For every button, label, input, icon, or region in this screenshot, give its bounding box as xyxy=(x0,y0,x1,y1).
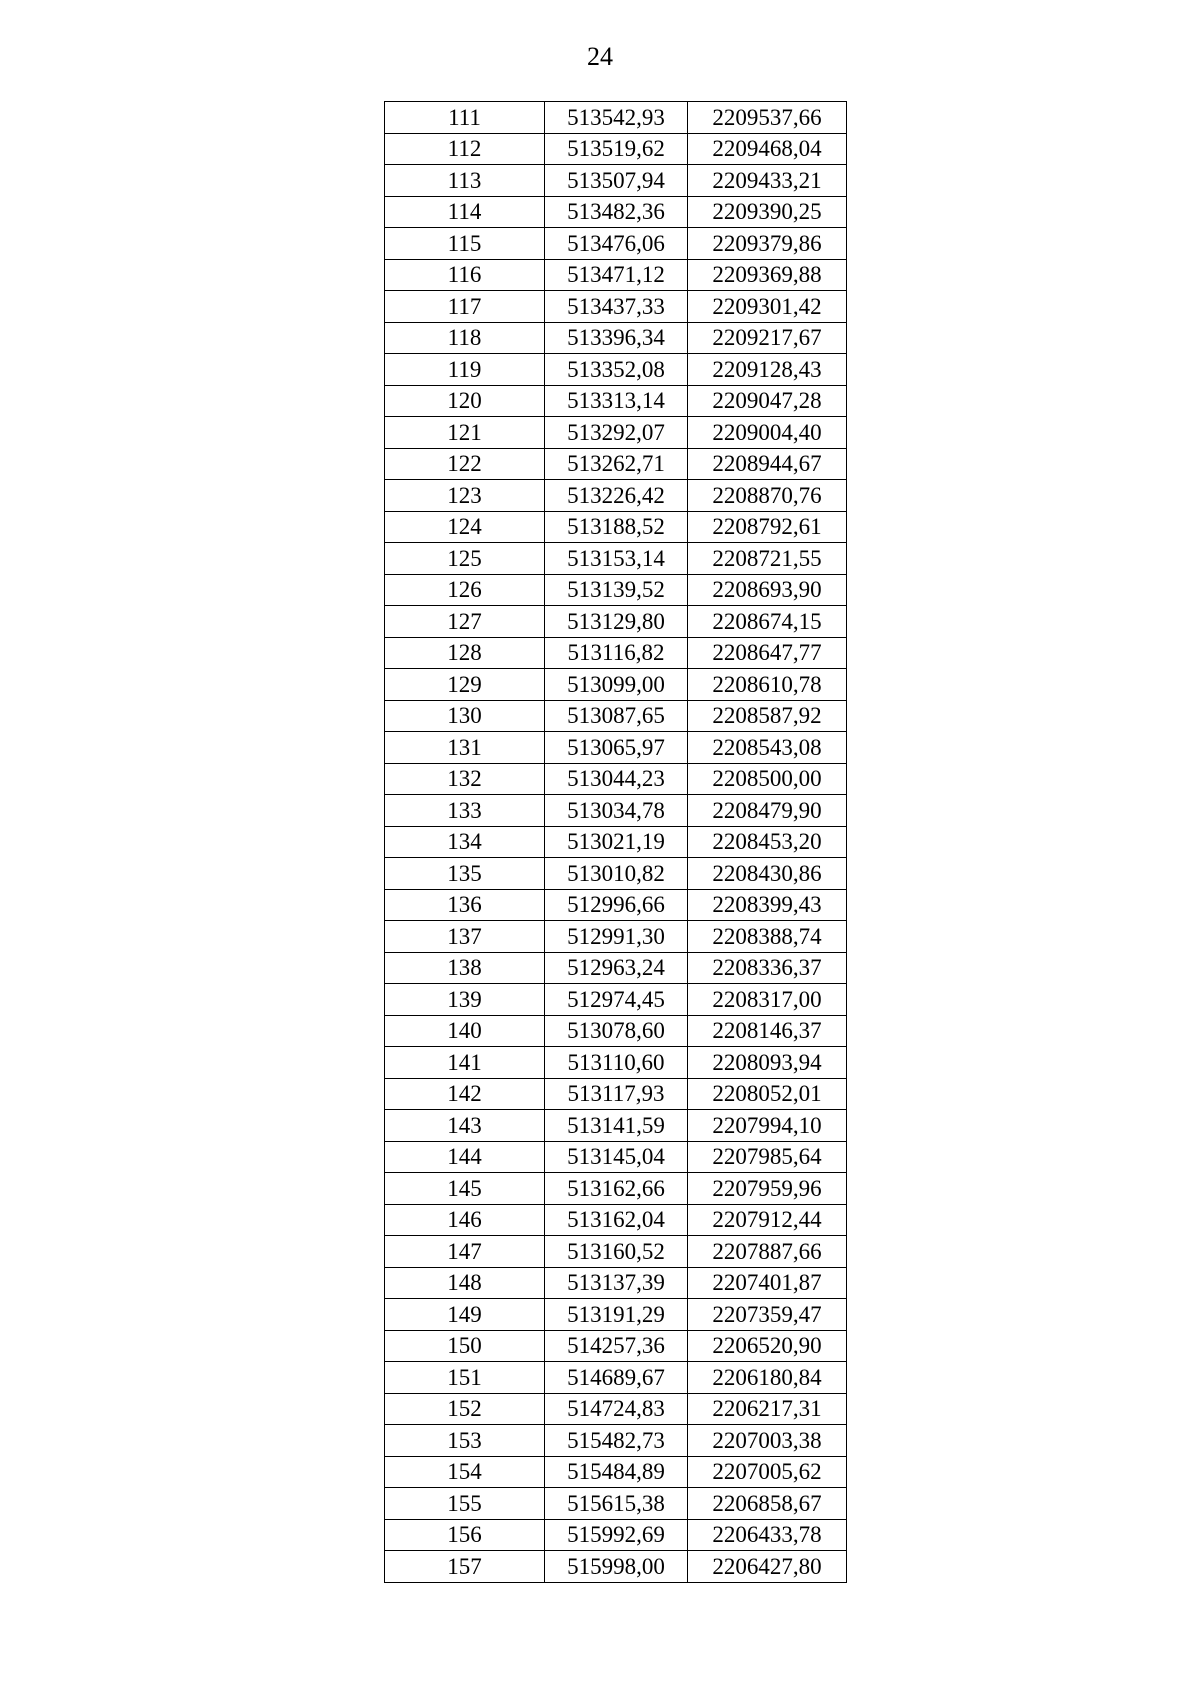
table-row xyxy=(385,1204,847,1236)
y-coordinate-cell: 2208792,61 xyxy=(688,511,847,543)
page-number: 24 xyxy=(587,42,613,71)
point-number-cell: 126 xyxy=(385,574,545,606)
x-coordinate-cell: 513476,06 xyxy=(545,228,688,260)
table-row xyxy=(385,259,847,291)
x-coordinate-cell: 513141,59 xyxy=(545,1110,688,1142)
table-row xyxy=(385,889,847,921)
table-row xyxy=(385,385,847,417)
point-number-cell: 121 xyxy=(385,417,545,449)
x-coordinate-cell: 513078,60 xyxy=(545,1015,688,1047)
y-coordinate-cell: 2208399,43 xyxy=(688,889,847,921)
table-row xyxy=(385,763,847,795)
x-coordinate-cell: 514257,36 xyxy=(545,1330,688,1362)
point-number-cell: 124 xyxy=(385,511,545,543)
point-number-cell: 157 xyxy=(385,1551,545,1583)
point-number-cell: 125 xyxy=(385,543,545,575)
point-number-cell: 131 xyxy=(385,732,545,764)
table-row xyxy=(385,1236,847,1268)
point-number-cell: 133 xyxy=(385,795,545,827)
y-coordinate-cell: 2206217,31 xyxy=(688,1393,847,1425)
y-coordinate-cell: 2208453,20 xyxy=(688,826,847,858)
table-row xyxy=(385,543,847,575)
x-coordinate-cell: 513191,29 xyxy=(545,1299,688,1331)
point-number-cell: 152 xyxy=(385,1393,545,1425)
table-row xyxy=(385,1456,847,1488)
x-coordinate-cell: 515998,00 xyxy=(545,1551,688,1583)
table-row xyxy=(385,1015,847,1047)
y-coordinate-cell: 2206433,78 xyxy=(688,1519,847,1551)
x-coordinate-cell: 513137,39 xyxy=(545,1267,688,1299)
point-number-cell: 137 xyxy=(385,921,545,953)
y-coordinate-cell: 2207003,38 xyxy=(688,1425,847,1457)
point-number-cell: 127 xyxy=(385,606,545,638)
point-number-cell: 141 xyxy=(385,1047,545,1079)
point-number-cell: 135 xyxy=(385,858,545,890)
table-row xyxy=(385,133,847,165)
table-row xyxy=(385,1425,847,1457)
y-coordinate-cell: 2208870,76 xyxy=(688,480,847,512)
y-coordinate-cell: 2208543,08 xyxy=(688,732,847,764)
point-number-cell: 155 xyxy=(385,1488,545,1520)
y-coordinate-cell: 2207912,44 xyxy=(688,1204,847,1236)
table-row xyxy=(385,480,847,512)
table-row xyxy=(385,952,847,984)
x-coordinate-cell: 513162,66 xyxy=(545,1173,688,1205)
y-coordinate-cell: 2207887,66 xyxy=(688,1236,847,1268)
x-coordinate-cell: 513145,04 xyxy=(545,1141,688,1173)
y-coordinate-cell: 2208479,90 xyxy=(688,795,847,827)
x-coordinate-cell: 513065,97 xyxy=(545,732,688,764)
point-number-cell: 147 xyxy=(385,1236,545,1268)
point-number-cell: 122 xyxy=(385,448,545,480)
y-coordinate-cell: 2207985,64 xyxy=(688,1141,847,1173)
y-coordinate-cell: 2209433,21 xyxy=(688,165,847,197)
table-row xyxy=(385,858,847,890)
y-coordinate-cell: 2209390,25 xyxy=(688,196,847,228)
y-coordinate-cell: 2208587,92 xyxy=(688,700,847,732)
table-row xyxy=(385,826,847,858)
table-row xyxy=(385,1299,847,1331)
y-coordinate-cell: 2209217,67 xyxy=(688,322,847,354)
x-coordinate-cell: 513110,60 xyxy=(545,1047,688,1079)
table-row xyxy=(385,291,847,323)
point-number-cell: 114 xyxy=(385,196,545,228)
x-coordinate-cell: 512963,24 xyxy=(545,952,688,984)
y-coordinate-cell: 2209004,40 xyxy=(688,417,847,449)
x-coordinate-cell: 513519,62 xyxy=(545,133,688,165)
y-coordinate-cell: 2208146,37 xyxy=(688,1015,847,1047)
table-row xyxy=(385,165,847,197)
point-number-cell: 113 xyxy=(385,165,545,197)
x-coordinate-cell: 513507,94 xyxy=(545,165,688,197)
y-coordinate-cell: 2209047,28 xyxy=(688,385,847,417)
table-row xyxy=(385,354,847,386)
y-coordinate-cell: 2206180,84 xyxy=(688,1362,847,1394)
x-coordinate-cell: 513188,52 xyxy=(545,511,688,543)
x-coordinate-cell: 513542,93 xyxy=(545,102,688,134)
x-coordinate-cell: 513153,14 xyxy=(545,543,688,575)
x-coordinate-cell: 513139,52 xyxy=(545,574,688,606)
y-coordinate-cell: 2208388,74 xyxy=(688,921,847,953)
y-coordinate-cell: 2209468,04 xyxy=(688,133,847,165)
coordinates-table-body xyxy=(385,102,847,1583)
x-coordinate-cell: 513044,23 xyxy=(545,763,688,795)
x-coordinate-cell: 514689,67 xyxy=(545,1362,688,1394)
table-row xyxy=(385,1330,847,1362)
table-row xyxy=(385,228,847,260)
x-coordinate-cell: 513116,82 xyxy=(545,637,688,669)
point-number-cell: 151 xyxy=(385,1362,545,1394)
y-coordinate-cell: 2208674,15 xyxy=(688,606,847,638)
table-row xyxy=(385,1393,847,1425)
x-coordinate-cell: 513162,04 xyxy=(545,1204,688,1236)
y-coordinate-cell: 2207005,62 xyxy=(688,1456,847,1488)
table-row xyxy=(385,1551,847,1583)
y-coordinate-cell: 2207359,47 xyxy=(688,1299,847,1331)
point-number-cell: 153 xyxy=(385,1425,545,1457)
x-coordinate-cell: 513396,34 xyxy=(545,322,688,354)
point-number-cell: 112 xyxy=(385,133,545,165)
point-number-cell: 146 xyxy=(385,1204,545,1236)
x-coordinate-cell: 513087,65 xyxy=(545,700,688,732)
point-number-cell: 119 xyxy=(385,354,545,386)
table-row xyxy=(385,574,847,606)
table-row xyxy=(385,795,847,827)
table-row xyxy=(385,102,847,134)
x-coordinate-cell: 513482,36 xyxy=(545,196,688,228)
x-coordinate-cell: 513352,08 xyxy=(545,354,688,386)
y-coordinate-cell: 2208647,77 xyxy=(688,637,847,669)
table-row xyxy=(385,669,847,701)
table-row xyxy=(385,1267,847,1299)
table-row xyxy=(385,1141,847,1173)
point-number-cell: 136 xyxy=(385,889,545,921)
y-coordinate-cell: 2209128,43 xyxy=(688,354,847,386)
table-row xyxy=(385,1110,847,1142)
y-coordinate-cell: 2208721,55 xyxy=(688,543,847,575)
x-coordinate-cell: 513292,07 xyxy=(545,417,688,449)
table-row xyxy=(385,1362,847,1394)
x-coordinate-cell: 513262,71 xyxy=(545,448,688,480)
point-number-cell: 130 xyxy=(385,700,545,732)
coordinates-table xyxy=(384,101,847,1583)
table-row xyxy=(385,732,847,764)
table-row xyxy=(385,417,847,449)
y-coordinate-cell: 2207994,10 xyxy=(688,1110,847,1142)
y-coordinate-cell: 2208317,00 xyxy=(688,984,847,1016)
point-number-cell: 142 xyxy=(385,1078,545,1110)
y-coordinate-cell: 2209369,88 xyxy=(688,259,847,291)
point-number-cell: 149 xyxy=(385,1299,545,1331)
x-coordinate-cell: 513226,42 xyxy=(545,480,688,512)
y-coordinate-cell: 2208430,86 xyxy=(688,858,847,890)
x-coordinate-cell: 514724,83 xyxy=(545,1393,688,1425)
y-coordinate-cell: 2208500,00 xyxy=(688,763,847,795)
table-row xyxy=(385,1519,847,1551)
x-coordinate-cell: 515484,89 xyxy=(545,1456,688,1488)
point-number-cell: 132 xyxy=(385,763,545,795)
point-number-cell: 111 xyxy=(385,102,545,134)
table-row xyxy=(385,921,847,953)
point-number-cell: 144 xyxy=(385,1141,545,1173)
point-number-cell: 115 xyxy=(385,228,545,260)
x-coordinate-cell: 515992,69 xyxy=(545,1519,688,1551)
x-coordinate-cell: 513471,12 xyxy=(545,259,688,291)
x-coordinate-cell: 513021,19 xyxy=(545,826,688,858)
point-number-cell: 150 xyxy=(385,1330,545,1362)
point-number-cell: 123 xyxy=(385,480,545,512)
x-coordinate-cell: 512996,66 xyxy=(545,889,688,921)
point-number-cell: 148 xyxy=(385,1267,545,1299)
x-coordinate-cell: 513160,52 xyxy=(545,1236,688,1268)
table-row xyxy=(385,700,847,732)
point-number-cell: 128 xyxy=(385,637,545,669)
x-coordinate-cell: 513129,80 xyxy=(545,606,688,638)
table-row xyxy=(385,448,847,480)
y-coordinate-cell: 2206520,90 xyxy=(688,1330,847,1362)
y-coordinate-cell: 2206858,67 xyxy=(688,1488,847,1520)
table-row xyxy=(385,1047,847,1079)
table-row xyxy=(385,637,847,669)
x-coordinate-cell: 513437,33 xyxy=(545,291,688,323)
point-number-cell: 154 xyxy=(385,1456,545,1488)
y-coordinate-cell: 2209379,86 xyxy=(688,228,847,260)
y-coordinate-cell: 2208944,67 xyxy=(688,448,847,480)
x-coordinate-cell: 513034,78 xyxy=(545,795,688,827)
point-number-cell: 117 xyxy=(385,291,545,323)
x-coordinate-cell: 513099,00 xyxy=(545,669,688,701)
table-row xyxy=(385,606,847,638)
point-number-cell: 145 xyxy=(385,1173,545,1205)
y-coordinate-cell: 2208336,37 xyxy=(688,952,847,984)
y-coordinate-cell: 2208052,01 xyxy=(688,1078,847,1110)
point-number-cell: 120 xyxy=(385,385,545,417)
point-number-cell: 134 xyxy=(385,826,545,858)
point-number-cell: 118 xyxy=(385,322,545,354)
point-number-cell: 129 xyxy=(385,669,545,701)
point-number-cell: 138 xyxy=(385,952,545,984)
table-row xyxy=(385,984,847,1016)
table-row xyxy=(385,1488,847,1520)
y-coordinate-cell: 2208093,94 xyxy=(688,1047,847,1079)
x-coordinate-cell: 513010,82 xyxy=(545,858,688,890)
x-coordinate-cell: 515615,38 xyxy=(545,1488,688,1520)
table-row xyxy=(385,322,847,354)
table-row xyxy=(385,1078,847,1110)
y-coordinate-cell: 2209301,42 xyxy=(688,291,847,323)
point-number-cell: 139 xyxy=(385,984,545,1016)
x-coordinate-cell: 512991,30 xyxy=(545,921,688,953)
point-number-cell: 140 xyxy=(385,1015,545,1047)
y-coordinate-cell: 2209537,66 xyxy=(688,102,847,134)
x-coordinate-cell: 513117,93 xyxy=(545,1078,688,1110)
point-number-cell: 116 xyxy=(385,259,545,291)
table-row xyxy=(385,1173,847,1205)
x-coordinate-cell: 513313,14 xyxy=(545,385,688,417)
table-row xyxy=(385,511,847,543)
y-coordinate-cell: 2208693,90 xyxy=(688,574,847,606)
x-coordinate-cell: 515482,73 xyxy=(545,1425,688,1457)
point-number-cell: 143 xyxy=(385,1110,545,1142)
y-coordinate-cell: 2208610,78 xyxy=(688,669,847,701)
point-number-cell: 156 xyxy=(385,1519,545,1551)
x-coordinate-cell: 512974,45 xyxy=(545,984,688,1016)
y-coordinate-cell: 2206427,80 xyxy=(688,1551,847,1583)
y-coordinate-cell: 2207401,87 xyxy=(688,1267,847,1299)
table-row xyxy=(385,196,847,228)
y-coordinate-cell: 2207959,96 xyxy=(688,1173,847,1205)
